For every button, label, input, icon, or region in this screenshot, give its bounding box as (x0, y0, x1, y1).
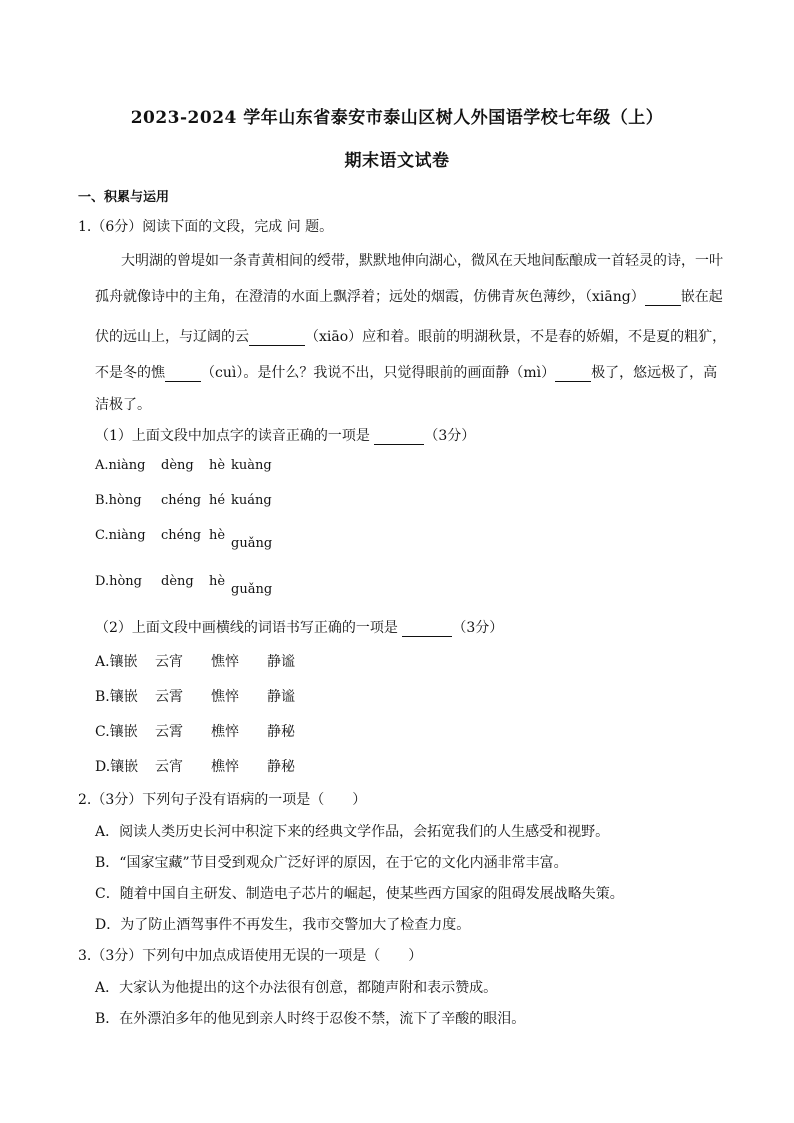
option-text: chéng (161, 493, 202, 508)
option-row (95, 651, 295, 671)
answer-blank (555, 365, 591, 382)
option-text: D.hòng (95, 574, 142, 589)
question-3-option-b: B．在外漂泊多年的他见到亲人时终于忍俊不禁，流下了辛酸的眼泪。 (95, 1011, 526, 1027)
option-text: dèng (161, 458, 194, 473)
option-row (95, 686, 295, 706)
passage-text: 不是冬的憔 (95, 365, 165, 381)
option-row (95, 458, 272, 473)
option-row (95, 574, 273, 597)
option-text: chéng (161, 528, 202, 543)
passage-text: （xiāo）应和着。眼前的明湖秋景，不是春的娇媚，不是夏的粗犷， (305, 329, 727, 345)
sub-question-2 (95, 617, 503, 637)
section-heading: 一、积累与运用 (78, 190, 170, 205)
option-text: 静秘 (267, 759, 295, 775)
option-text: 云霄 (155, 689, 183, 705)
sub-question-text: （2）上面文段中画横线的词语书写正确的一项是 (95, 620, 398, 636)
option-text: 静谧 (267, 689, 295, 705)
answer-blank (402, 620, 452, 637)
answer-blank (165, 365, 201, 382)
option-text: 静谧 (267, 654, 295, 670)
passage-text: 极了，悠远极了，高 (591, 365, 718, 381)
option-text: guǎng (231, 536, 273, 551)
option-text: B.镶嵌 (95, 689, 138, 705)
option-text: 憔悴 (211, 689, 239, 705)
option-text: hè (209, 574, 226, 589)
option-text: C.镶嵌 (95, 724, 138, 740)
option-text: 樵悴 (211, 724, 239, 740)
option-text: hè (209, 528, 226, 543)
passage-text: 伏的远山上，与辽阔的云 (95, 329, 249, 345)
option-text: 静秘 (267, 724, 295, 740)
question-1-stem: 1.（6分）阅读下面的文段，完成 问 题。 (78, 219, 334, 235)
question-2-option-d: D．为了防止酒驾事件不再发生，我市交警加大了检查力度。 (95, 917, 471, 933)
question-2-option-b: B．“国家宝藏”节目受到观众广泛好评的原因，在于它的文化内涵非常丰富。 (95, 855, 568, 871)
question-2-option-a: A．阅读人类历史长河中积淀下来的经典文学作品，会拓宽我们的人生感受和视野。 (95, 824, 610, 840)
option-row (95, 528, 273, 551)
passage-line-5: 洁极了。 (95, 397, 151, 413)
option-row (95, 756, 295, 776)
answer-blank (249, 329, 305, 346)
option-text: 云霄 (155, 724, 183, 740)
sub-question-text: （1）上面文段中加点字的读音正确的一项是 (95, 428, 370, 444)
passage-line-2 (95, 286, 723, 306)
answer-blank (645, 289, 681, 306)
option-text: D.镶嵌 (95, 759, 139, 775)
option-text: kuàng (231, 458, 272, 473)
option-text: 云宵 (155, 654, 183, 670)
passage-line-3 (95, 326, 727, 346)
option-text: hé (209, 493, 226, 508)
question-2-stem: 2.（3分）下列句子没有语病的一项是（ ） (78, 792, 367, 808)
option-text: hè (209, 458, 226, 473)
passage-text: 孤舟就像诗中的主角，在澄清的水面上飘浮着；远处的烟霞，仿佛青灰色薄纱，（xiāng） (95, 289, 645, 305)
passage-line-4 (95, 362, 720, 382)
question-3-option-a: A．大家认为他提出的这个办法很有创意，都随声附和表示赞成。 (95, 980, 498, 996)
option-row (95, 493, 272, 508)
option-text: 云宵 (155, 759, 183, 775)
option-text: guǎng (231, 582, 273, 597)
exam-title-line2: 期末语文试卷 (344, 151, 450, 171)
option-row (95, 721, 295, 741)
option-text: 憔悴 (211, 654, 239, 670)
sub-question-1 (95, 425, 475, 445)
question-3-stem: 3.（3分）下列句中加点成语使用无误的一项是（ ） (78, 948, 423, 964)
option-text: 樵悴 (211, 759, 239, 775)
score-label: （3分） (424, 428, 476, 444)
option-text: kuáng (231, 493, 272, 508)
score-label: （3分） (452, 620, 504, 636)
passage-text: 嵌在起 (680, 289, 723, 305)
exam-title-line1: 2023-2024 学年山东省泰安市泰山区树人外国语学校七年级（上） (130, 108, 664, 128)
option-text: A.镶嵌 (95, 654, 138, 670)
option-text: B.hòng (95, 493, 142, 508)
passage-line-1: 大明湖的曾堤如一条青黄相间的绶带，默默地伸向湖心，微风在天地间酝酿成一首轻灵的诗，一叶 (121, 253, 723, 269)
answer-blank (374, 428, 424, 445)
question-2-option-c: C．随着中国自主研发、制造电子芯片的崛起，使某些西方国家的阻碍发展战略失策。 (95, 886, 624, 902)
option-text: dèng (161, 574, 194, 589)
passage-text: （cuì）。是什么？我说不出，只觉得眼前的画面静（mì） (201, 365, 556, 381)
option-text: C.niàng (95, 528, 146, 543)
option-text: A.niàng (95, 458, 146, 473)
